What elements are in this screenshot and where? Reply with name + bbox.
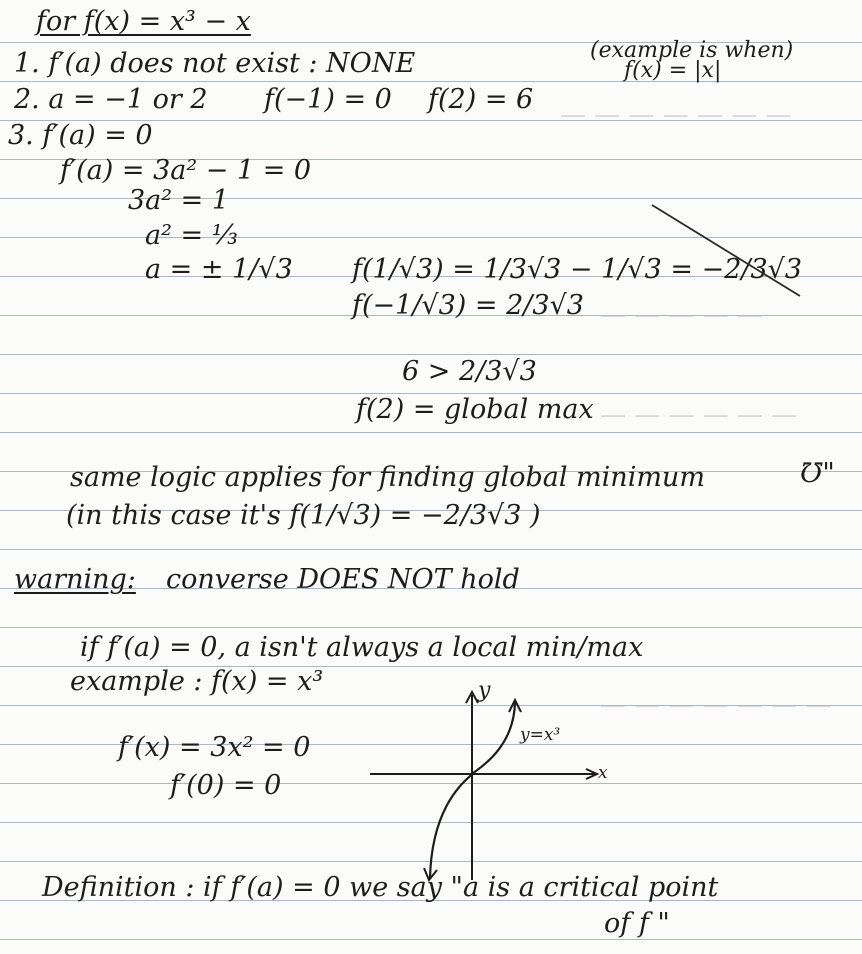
example-note-line1: (example is when)	[590, 38, 794, 63]
global-max: f(2) = global max	[356, 394, 594, 425]
graph-x-label: x	[598, 763, 608, 783]
smiley-doodle: ℧"	[800, 458, 835, 489]
example-note-line2: f(x) = |x|	[624, 58, 722, 83]
item-1: 1. f′(a) does not exist : NONE	[14, 48, 416, 79]
global-min-line1: same logic applies for finding global minimum	[70, 462, 705, 493]
derivative-at-zero: f′(0) = 0	[170, 770, 282, 801]
step-3a2: 3a² = 1	[128, 185, 230, 216]
item-2-f-2: f(2) = 6	[428, 84, 534, 115]
strike-through-mark	[652, 205, 800, 296]
evaluation-positive: f(1/√3) = 1/3√3 − 1/√3 = −2/3√3	[352, 254, 803, 285]
bleed-through-text: — — — — — — —	[600, 690, 832, 720]
warning-text: converse DOES NOT hold	[166, 564, 520, 595]
derivative-x: f′(x) = 3x² = 0	[118, 732, 311, 763]
evaluation-negative: f(−1/√3) = 2/3√3	[352, 290, 584, 321]
bleed-through-text: — — — — — — —	[560, 100, 792, 130]
if-line: if f′(a) = 0, a isn't always a local min/max	[80, 632, 644, 663]
page-title: for f(x) = x³ − x	[36, 6, 251, 37]
global-min-line2: (in this case it's f(1/√3) = −2/3√3 )	[66, 500, 541, 531]
step-a2: a² = ⅓	[145, 220, 238, 251]
item-2: 2. a = −1 or 2	[14, 84, 208, 115]
item-2-f-minus-1: f(−1) = 0	[264, 84, 392, 115]
comparison: 6 > 2/3√3	[402, 356, 537, 387]
derivative-equation: f′(a) = 3a² − 1 = 0	[60, 155, 312, 186]
definition-line1: Definition : if f′(a) = 0 we say "a is a critical point	[42, 872, 719, 903]
bleed-through-text: — — — — —	[600, 300, 764, 330]
definition-line2: of f "	[604, 908, 670, 939]
graph-curve-label: y=x³	[520, 725, 561, 745]
item-3: 3. f′(a) = 0	[8, 120, 153, 151]
graph-y-label: y	[478, 678, 491, 703]
example-line: example : f(x) = x³	[70, 666, 324, 697]
warning-label: warning:	[14, 564, 136, 595]
step-a: a = ± 1/√3	[145, 254, 293, 285]
bleed-through-text: — — — — — —	[600, 400, 798, 430]
